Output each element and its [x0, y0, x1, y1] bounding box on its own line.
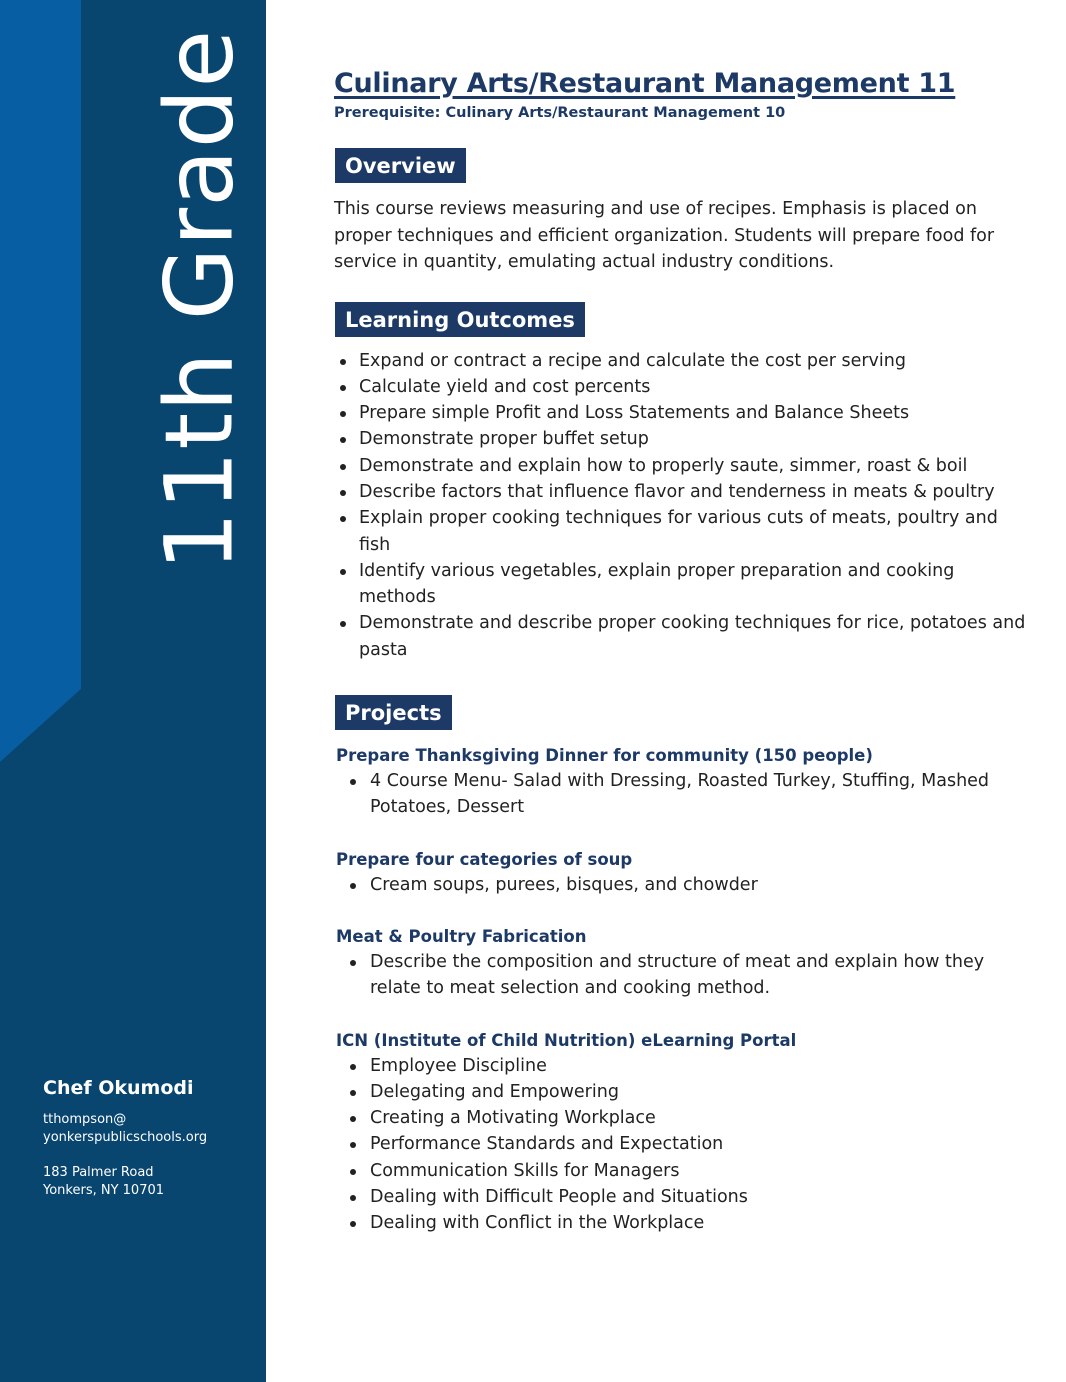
- list-item: 4 Course Menu- Salad with Dressing, Roasted Turkey, Stuffing, Mashed Potatoes, Dessert: [336, 768, 1034, 821]
- list-item: Dealing with Conflict in the Workplace: [336, 1210, 1034, 1236]
- list-item: Delegating and Empowering: [336, 1079, 1034, 1105]
- list-item: Describe factors that influence flavor and tenderness in meats & poultry: [334, 479, 1034, 505]
- list-item: Describe the composition and structure of meat and explain how they relate to meat selection and cooking method.: [336, 949, 1034, 1002]
- project-title: Meat & Poultry Fabrication: [336, 926, 587, 946]
- projects-section: [334, 695, 1034, 1237]
- project-group: [336, 925, 1034, 1002]
- overview-section: [334, 148, 1034, 276]
- outcomes-heading: Learning Outcomes: [335, 302, 585, 337]
- list-item: Explain proper cooking techniques for various cuts of meats, poultry and fish: [334, 505, 1034, 558]
- project-title: ICN (Institute of Child Nutrition) eLearning Portal: [336, 1030, 797, 1050]
- list-item: Cream soups, purees, bisques, and chowder: [336, 872, 1034, 898]
- project-items: [336, 1053, 1034, 1237]
- list-item: Calculate yield and cost percents: [334, 374, 1034, 400]
- outcomes-section: [334, 302, 1034, 664]
- list-item: Dealing with Difficult People and Situations: [336, 1184, 1034, 1210]
- list-item: Demonstrate proper buffet setup: [334, 426, 1034, 452]
- overview-heading: Overview: [335, 148, 466, 183]
- contact-email-line2: yonkerspublicschools.org: [43, 1130, 208, 1145]
- list-item: Identify various vegetables, explain proper preparation and cooking methods: [334, 558, 1034, 611]
- contact-address-line1: 183 Palmer Road: [43, 1165, 154, 1180]
- list-item: Expand or contract a recipe and calculate the cost per serving: [334, 348, 1034, 374]
- list-item: Communication Skills for Managers: [336, 1158, 1034, 1184]
- project-group: [336, 848, 1034, 898]
- project-title: Prepare Thanksgiving Dinner for community (150 people): [336, 746, 873, 766]
- contact-block: [43, 1077, 207, 1200]
- project-items: [336, 949, 1034, 1002]
- project-group: [336, 1029, 1034, 1237]
- project-title: Prepare four categories of soup: [336, 849, 633, 869]
- contact-name: Chef Okumodi: [43, 1077, 194, 1099]
- project-group: [336, 744, 1034, 821]
- sidebar-ribbon: [0, 0, 81, 762]
- project-items: [336, 768, 1034, 821]
- main-content: [334, 68, 1034, 1237]
- list-item: Prepare simple Profit and Loss Statements and Balance Sheets: [334, 400, 1034, 426]
- contact-spacer: [43, 1147, 207, 1164]
- course-title: Culinary Arts/Restaurant Management 11: [334, 68, 956, 99]
- contact-email-line1: tthompson@: [43, 1112, 127, 1127]
- list-item: Demonstrate and describe proper cooking techniques for rice, potatoes and pasta: [334, 610, 1034, 663]
- list-item: Demonstrate and explain how to properly saute, simmer, roast & boil: [334, 453, 1034, 479]
- list-item: Performance Standards and Expectation: [336, 1131, 1034, 1157]
- grade-label: 11th Grade: [145, 28, 255, 572]
- project-items: [336, 872, 1034, 898]
- list-item: Creating a Motivating Workplace: [336, 1105, 1034, 1131]
- overview-text: This course reviews measuring and use of recipes. Emphasis is placed on proper techniques and efficient organization. Students will prepare food for service in quantity, emulating actual industry conditions.: [334, 199, 995, 272]
- sidebar: [0, 0, 266, 1382]
- outcomes-list: [334, 348, 1034, 664]
- prerequisite: Prerequisite: Culinary Arts/Restaurant Management 10: [334, 105, 786, 121]
- projects-heading: Projects: [335, 695, 452, 730]
- list-item: Employee Discipline: [336, 1053, 1034, 1079]
- contact-address-line2: Yonkers, NY 10701: [43, 1183, 165, 1198]
